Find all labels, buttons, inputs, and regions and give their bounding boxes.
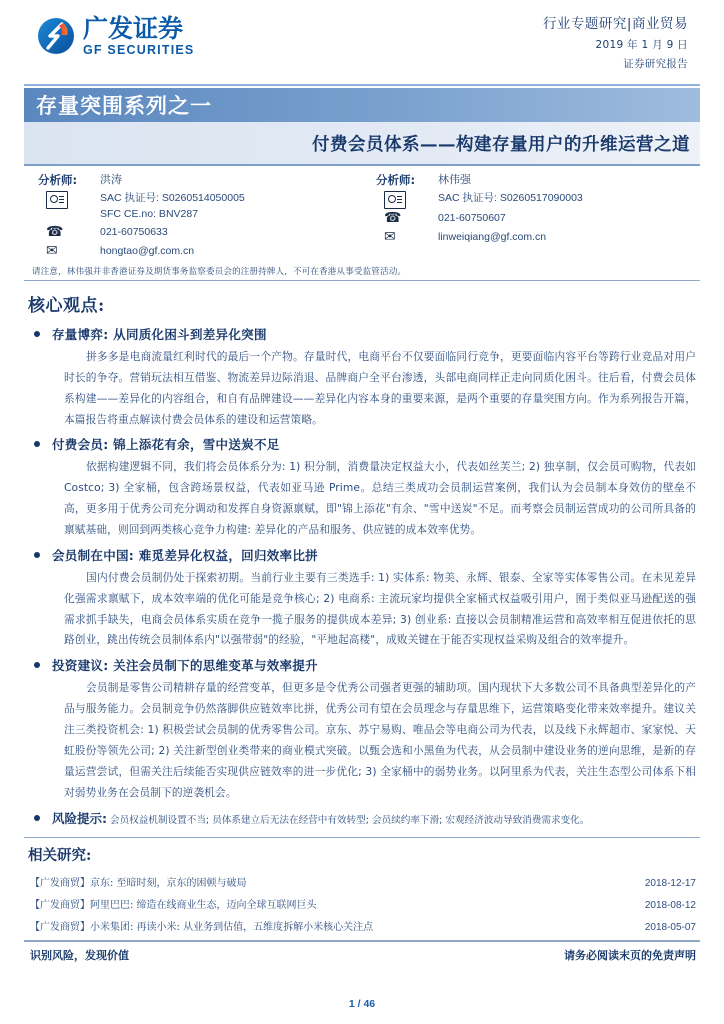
related-divider-top (24, 837, 700, 839)
bullet-dot-icon (34, 441, 40, 447)
analyst-phone-row (38, 225, 362, 242)
core-bullet-title: 投资建议: 关注会员制下的思维变革与效率提升 (52, 658, 318, 674)
analyst-license-row (38, 191, 362, 223)
core-bullet-title: 会员制在中国: 难觅差异化权益，回归效率比拼 (52, 547, 318, 563)
analyst-email[interactable]: linweiqiang@gf.com.cn (438, 231, 547, 243)
analyst-name: 林伟强 (438, 173, 471, 186)
related-row-title: 【广发商贸】小米集团: 再读小米: 从业务到估值，五维度拆解小米核心关注点 (30, 921, 374, 933)
analyst-section (24, 166, 700, 263)
analyst-license-row (376, 191, 700, 209)
analyst-sac: SAC 执证号: S0260517090003 (438, 192, 583, 204)
analyst-right (362, 172, 700, 263)
risk-title: 风险提示: (52, 811, 107, 827)
related-research-section (24, 837, 700, 963)
related-row-title: 【广发商贸】阿里巴巴: 缔造在线商业生态，迈向全球互联网巨头 (30, 899, 317, 911)
certificate-icon (376, 191, 438, 209)
phone-icon: ☎ (46, 223, 64, 240)
analyst-label: 分析师: (38, 173, 78, 187)
certificate-icon (38, 191, 100, 209)
core-bullet-body: 依据构建逻辑不同，我们将会员体系分为: 1) 积分制，消费量决定权益大小，代表如丝芙兰; 2) 独享制，仅会员可购物，代表如 Costco; 3) 全家桶，包含跨场景权益，代表如亚马逊 Prime。总结三类成功会员制运营案例，我们认为会员制本身效仿的壁垒不高，更多用于优秀公司充分调动和发挥自身资源禀赋，即"锦上添花"有余、"雪中送炭"不足。而考察会员制运营成功的公司所具备的禀赋基础，则回到两类核心竞争力构建: 差异化的产品和服务、供应链的成本效率优势。 (64, 460, 696, 537)
related-row[interactable] (24, 870, 700, 892)
bullet-dot-icon (34, 552, 40, 558)
core-bullet-body: 拼多多是电商流量红利时代的最后一个产物。存量时代，电商平台不仅要面临同行竞争，更要面临内容平台等跨行业竞品对用户时长的争夺。营销玩法相互借鉴、物流差异边际消退、品牌商户全平台渗透，头部电商同样正走向同质化困斗。往后看，付费会员体系构建——差异化的内容组合，和自有品牌建设——差异化内容本身的重要来源，是两个重要的存量突围方向。作为系列报告开篇，本篇报告将重点解读付费会员体系的建设和运营策略。 (64, 350, 696, 426)
related-row-date: 2018-08-12 (644, 899, 696, 911)
bullet-dot-icon (34, 815, 40, 821)
core-bullet-body: 国内付费会员制仍处于探索初期。当前行业主要有三类选手: 1) 实体系: 物美、永辉、银泰、全家等实体零售公司。在未见差异化强需求禀赋下，成本效率端的优化可能是竞争核心; 2) 电商系: 主流玩家均提供全家桶式权益吸引用户，囿于类似亚马逊配送的强需求抓手缺失，电商会员体系实质在竞争一揽子服务的提供成本差异; 3) 创业系: 直接以会员制精准运营和高效率相互促进依托的思路创业，跳出传统会员制体系内"以强带弱"的经验，"平地起高楼"，成败关键在于能否实现权益采购及组合的效率提升。 (64, 570, 696, 647)
header-meta (543, 12, 688, 75)
report-date: 2019 年 1 月 9 日 (595, 39, 688, 51)
analyst-sac: SAC 执证号: S0260514050005 (100, 192, 245, 204)
analyst-sfc: SFC CE.no: BNV287 (100, 207, 199, 220)
core-bullet-head (34, 656, 700, 674)
core-views-heading: 核心观点: (28, 296, 105, 316)
bullet-dot-icon (34, 331, 40, 337)
analyst-phone: 021-60750607 (438, 212, 506, 224)
header-divider (24, 84, 700, 86)
report-category: 行业专题研究|商业贸易 (542, 16, 688, 32)
analyst-email[interactable]: hongtao@gf.com.cn (100, 244, 195, 257)
page-footer (24, 947, 700, 963)
report-type: 证券研究报告 (623, 58, 688, 70)
core-bullet (24, 656, 700, 803)
gf-logo-icon (36, 16, 76, 56)
related-row-date: 2018-12-17 (644, 877, 696, 889)
related-row-title: 【广发商贸】京东: 至暗时刻，京东的困顿与破局 (30, 877, 247, 889)
analyst-divider (24, 280, 700, 282)
analyst-name: 洪涛 (100, 173, 122, 186)
series-title: 存量突围系列之一 (36, 93, 212, 118)
analyst-phone-row (376, 211, 700, 228)
related-row[interactable] (24, 914, 700, 936)
core-bullet (24, 546, 700, 651)
core-bullet-body: 会员制是零售公司精耕存量的经营变革，但更多是令优秀公司强者更强的辅助项。国内现状下大多数公司不具备典型差异化的产品与服务能力。会员制竞争仍然落脚供应链效率比拼，优秀公司有望在会员理念与存量思维下，运营策略变化带来效率提升。建议关注三类投资机会: 1) 积极尝试会员制的优秀零售公司。京东、苏宁易购、唯品会等电商公司为代表，以及线下永辉超市、家家悦、天虹股份等领先公司; 2) 关注新型创业类带来的商业模式突破。以甄会选和小黑鱼为代表，从会员制中建设业务的逆向思维，是新的存量运营尝试，但需关注后续能否实现供应链效率的进一步优化; 3) 全家桶中的弱势业务。以阿里系为代表，关注生态型公司体系下相对弱势业务在会员制下的逆袭机会。 (64, 681, 696, 799)
logo-chinese-name: 广发证券 (83, 14, 184, 43)
hk-disclaimer: 请注意，林伟强并非香港证券及期货事务监察委员会的注册持牌人，不可在香港从事受监管活动。 (32, 266, 407, 277)
analyst-name-row (38, 172, 362, 189)
core-bullet-title: 存量博弈: 从同质化困斗到差异化突围 (52, 327, 267, 342)
core-bullet (24, 325, 700, 430)
related-row-date: 2018-05-07 (644, 921, 696, 933)
brand-logo (36, 16, 194, 57)
main-title: 付费会员体系——构建存量用户的升维运营之道 (312, 134, 690, 155)
core-bullet-head (34, 435, 700, 453)
related-divider-bottom (24, 940, 700, 942)
risk-disclosure (34, 809, 700, 828)
analyst-phone: 021-60750633 (100, 225, 168, 238)
risk-text: 会员权益机制设置不当; 员体系建立后无法在经营中有效转型; 会员续约率下滑; 宏观经济波动导致消费需求变化。 (110, 815, 590, 827)
main-title-bar (24, 122, 700, 164)
core-bullet-title: 付费会员: 锦上添花有余，雪中送炭不足 (52, 437, 280, 453)
analyst-email-row (376, 230, 700, 247)
analyst-left (24, 172, 362, 263)
core-bullet-head (34, 325, 700, 343)
core-bullet-head (34, 546, 700, 564)
series-title-bar (24, 88, 700, 122)
page-header (24, 0, 700, 84)
footer-notice: 请务必阅读末页的免责声明 (564, 948, 696, 962)
analyst-email-row (38, 244, 362, 261)
phone-icon: ☎ (384, 210, 402, 226)
analyst-name-row (376, 172, 700, 189)
mail-icon: ✉ (46, 242, 58, 259)
related-row[interactable] (24, 892, 700, 914)
analyst-label: 分析师: (376, 173, 416, 187)
mail-icon: ✉ (384, 229, 396, 245)
related-research-heading: 相关研究: (28, 847, 92, 865)
footer-slogan: 识别风险，发现价值 (30, 948, 129, 962)
bullet-dot-icon (34, 662, 40, 668)
core-bullet (24, 435, 700, 540)
page-number: 1 / 46 (348, 998, 376, 1010)
logo-english-name: GF SECURITIES (83, 43, 195, 58)
